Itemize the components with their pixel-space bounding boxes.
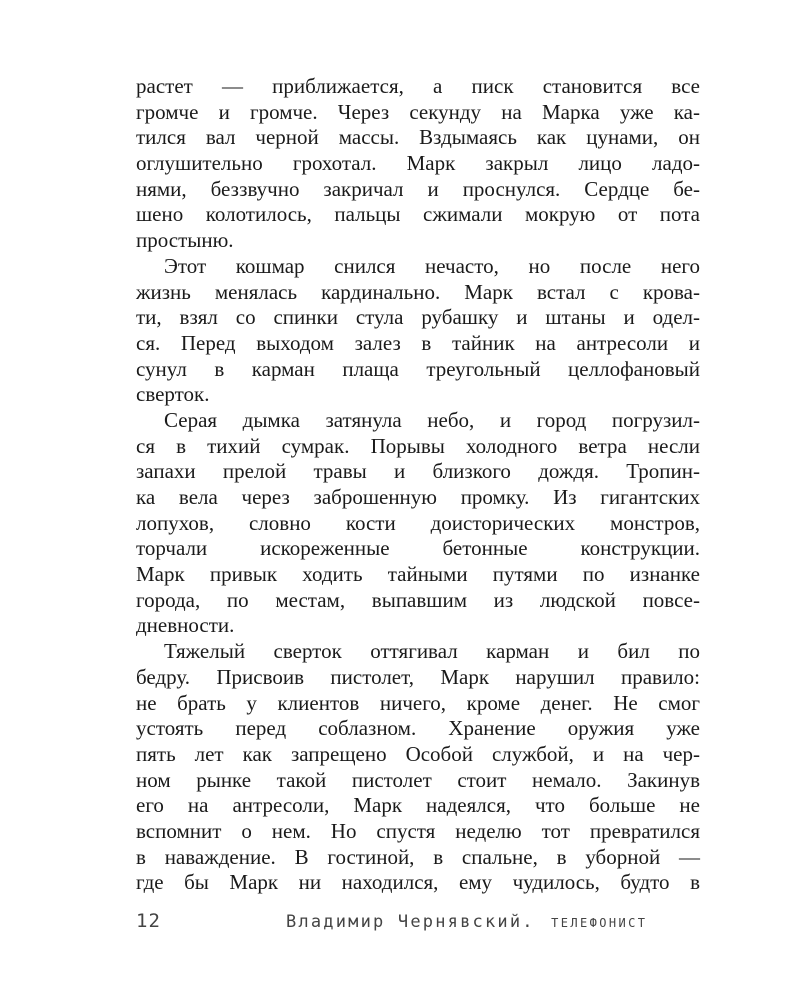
text-line: тился вал черной массы. Вздымаясь как цунами, он (136, 125, 700, 150)
page-footer (136, 910, 700, 940)
body-text (136, 74, 700, 896)
text-line: города, по местам, выпавшим из людской повсе- (136, 587, 700, 612)
text-line: в наваждение. В гостиной, в спальне, в уборной — (136, 844, 700, 869)
text-line: Тяжелый сверток оттягивал карман и бил по (164, 639, 700, 664)
text-line: оглушительно грохотал. Марк закрыл лицо ладо- (136, 151, 700, 176)
paragraph-4 (136, 639, 700, 896)
text-line: нями, беззвучно закричал и проснулся. Сердце бе- (136, 176, 700, 201)
text-line: ка вела через заброшенную промку. Из гигантских (136, 485, 700, 509)
paragraph-1 (136, 74, 700, 254)
text-line: Марк привык ходить тайными путями по изнанке (136, 562, 700, 587)
text-line: его на антресоли, Марк надеялся, что больше не (136, 793, 700, 818)
text-line: запахи прелой травы и близкого дождя. Тропин- (136, 459, 700, 484)
running-head-separator: . (522, 912, 535, 932)
text-line: дневности. (136, 613, 235, 638)
text-line: не брать у клиентов ничего, кроме денег. Не смог (136, 690, 700, 715)
running-head (286, 912, 647, 932)
page-number: 12 (136, 910, 161, 932)
text-line: ном рынке такой пистолет стоит немало. Закинув (136, 767, 700, 792)
text-line: ти, взял со спинки стула рубашку и штаны и одел- (136, 305, 700, 330)
text-line: ся. Перед выходом залез в тайник на антресоли и (136, 330, 700, 355)
paragraph-2 (136, 254, 700, 408)
text-line: сунул в карман плаща треугольный целлофановый (136, 356, 700, 381)
text-line: сверток. (136, 382, 210, 407)
text-line: устоять перед соблазном. Хранение оружия уже (136, 716, 700, 741)
text-line: где бы Марк ни находился, ему чудилось, будто в (136, 870, 700, 895)
text-line: бедру. Присвоив пистолет, Марк нарушил правило: (136, 664, 700, 689)
text-line: простыню. (136, 228, 234, 253)
text-line: лопухов, словно кости доисторических монстров, (136, 510, 700, 535)
book-title: ТЕЛЕФОНИСТ (551, 916, 648, 930)
text-line: ся в тихий сумрак. Порывы холодного ветра несли (136, 433, 700, 458)
text-line: Серая дымка затянула небо, и город погрузил- (164, 407, 700, 432)
text-line: громче и громче. Через секунду на Марка уже ка- (136, 99, 700, 124)
text-line: жизнь менялась кардинально. Марк встал с крова- (136, 279, 700, 304)
text-line: торчали искореженные бетонные конструкции. (136, 536, 700, 561)
text-line: пять лет как запрещено Особой службой, и на чер- (136, 741, 700, 766)
text-line: Этот кошмар снился нечасто, но после него (164, 253, 700, 278)
paragraph-3 (136, 408, 700, 639)
author-name: Владимир Чернявский (286, 912, 523, 932)
text-line: шено колотилось, пальцы сжимали мокрую от пота (136, 202, 700, 227)
text-line: вспомнит о нем. Но спустя неделю тот превратился (136, 818, 700, 843)
text-line: растет — приближается, а писк становится все (136, 74, 700, 98)
